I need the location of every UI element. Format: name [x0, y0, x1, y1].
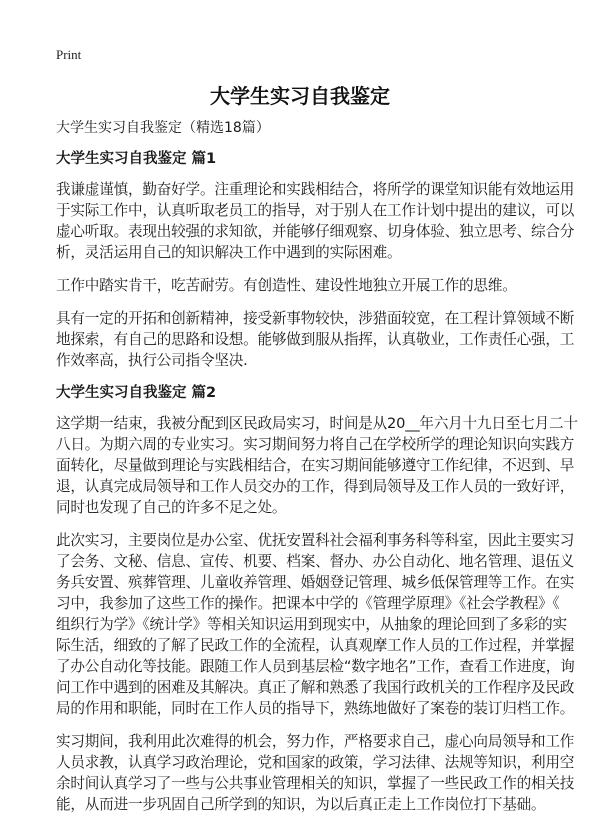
paragraph: [56, 275, 556, 296]
document-body: [56, 118, 578, 827]
text-line: 人员求教，认真学习政治理论，党和国家的政策，学习法律、法规等知识，利用空: [56, 754, 575, 771]
text-line: 能，从而进一步巩固自己所学到的知识，为以后真正走上工作岗位打下基础。: [56, 796, 546, 813]
paragraph: [56, 179, 575, 263]
text-line: 面转化，尽量做到理论与实践相结合，在实习期间能够遵守工作纪律，不迟到、早: [56, 457, 575, 474]
text-line: 我谦虚谨慎，勤奋好学。注重理论和实践相结合，将所学的课堂知识能有效地运用: [56, 181, 575, 198]
text-line: 了办公自动化等技能。跟随工作人员到基层检“数字地名”工作，查看工作进度，询: [56, 658, 575, 675]
section: [56, 149, 575, 371]
text-line: 具有一定的开拓和创新精神，接受新事物较快，涉猎面较宽，在工程计算领域不断: [56, 310, 575, 327]
text-line: 工作中踏实肯干，吃苦耐劳。有创造性、建设性地独立开展工作的思维。: [56, 277, 517, 294]
print-link[interactable]: Print: [56, 47, 82, 62]
text-line: 地探索，有自己的思路和设想。能够做到服从指挥，认真敬业，工作责任心强，工: [56, 331, 575, 348]
text-line: 了会务、文秘、信息、宣传、机要、档案、督办、办公自动化、地名管理、退伍义: [56, 553, 575, 570]
text-line: 际生活，细致的了解了民政工作的全流程，认真观摩工作人员的工作过程，并掌握: [56, 637, 575, 654]
text-line: 析，灵活运用自己的知识解决工作中遇到的实际困难。: [56, 244, 402, 261]
paragraph: [56, 731, 575, 815]
paragraph: [56, 308, 575, 371]
text-line: 虚心听取。表现出较强的求知欲，并能够仔细观察、切身体验、独立思考、综合分: [56, 223, 575, 240]
text-line: 作效率高，执行公司指令坚决.: [56, 352, 248, 369]
text-line: 问工作中遇到的困难及其解决。真正了解和熟悉了我国行政机关的工作程序及民政: [56, 679, 575, 696]
text-line: 退，认真完成局领导和工作人员交办的工作，得到局领导及工作人员的一致好评，: [56, 478, 575, 495]
paragraph: [56, 530, 575, 719]
section-heading: 大学生实习自我鉴定 篇2: [56, 385, 217, 401]
text-line: 务兵安置、殡葬管理、儿童收养管理、婚姻登记管理、城乡低保管理等工作。在实: [56, 574, 575, 591]
text-line: 实习期间，我利用此次难得的机会，努力作，严格要求自己，虚心向局领导和工作: [56, 733, 575, 750]
text-line: 八日。为期六周的专业实习。实习期间努力将自己在学校所学的理论知识向实践方: [56, 436, 575, 453]
section: [56, 383, 578, 815]
text-line: 于实际工作中，认真听取老员工的指导，对于别人在工作计划中提出的建议，可以: [56, 202, 575, 219]
text-line: 余时间认真学习了一些与公共事业管理相关的知识，掌握了一些民政工作的相关技: [56, 775, 575, 792]
text-line: 习中，我参加了这些工作的操作。把课本中学的《管理学原理》《社会学教程》《: [56, 595, 560, 612]
page-title: 大学生实习自我鉴定: [210, 84, 390, 108]
text-line: 组织行为学》《统计学》等相关知识运用到现实中，从抽象的理论回到了多彩的实: [56, 616, 567, 633]
sections: [56, 149, 578, 815]
paragraph: [56, 413, 578, 518]
text-line: 此次实习，主要岗位是办公室、优抚安置科社会福利事务科等科室，因此主要实习: [56, 532, 575, 549]
section-heading: 大学生实习自我鉴定 篇1: [56, 151, 217, 167]
text-line: 局的作用和职能，同时在工作人员的指导下，熟练地做好了案卷的装订归档工作。: [56, 700, 575, 717]
document-subtitle: 大学生实习自我鉴定（精选18篇）: [56, 120, 270, 136]
text-line: 这学期一结束，我被分配到区民政局实习，时间是从20__年六月十九日至七月二十: [56, 415, 578, 432]
text-line: 同时也发现了自己的许多不足之处。: [56, 499, 287, 516]
